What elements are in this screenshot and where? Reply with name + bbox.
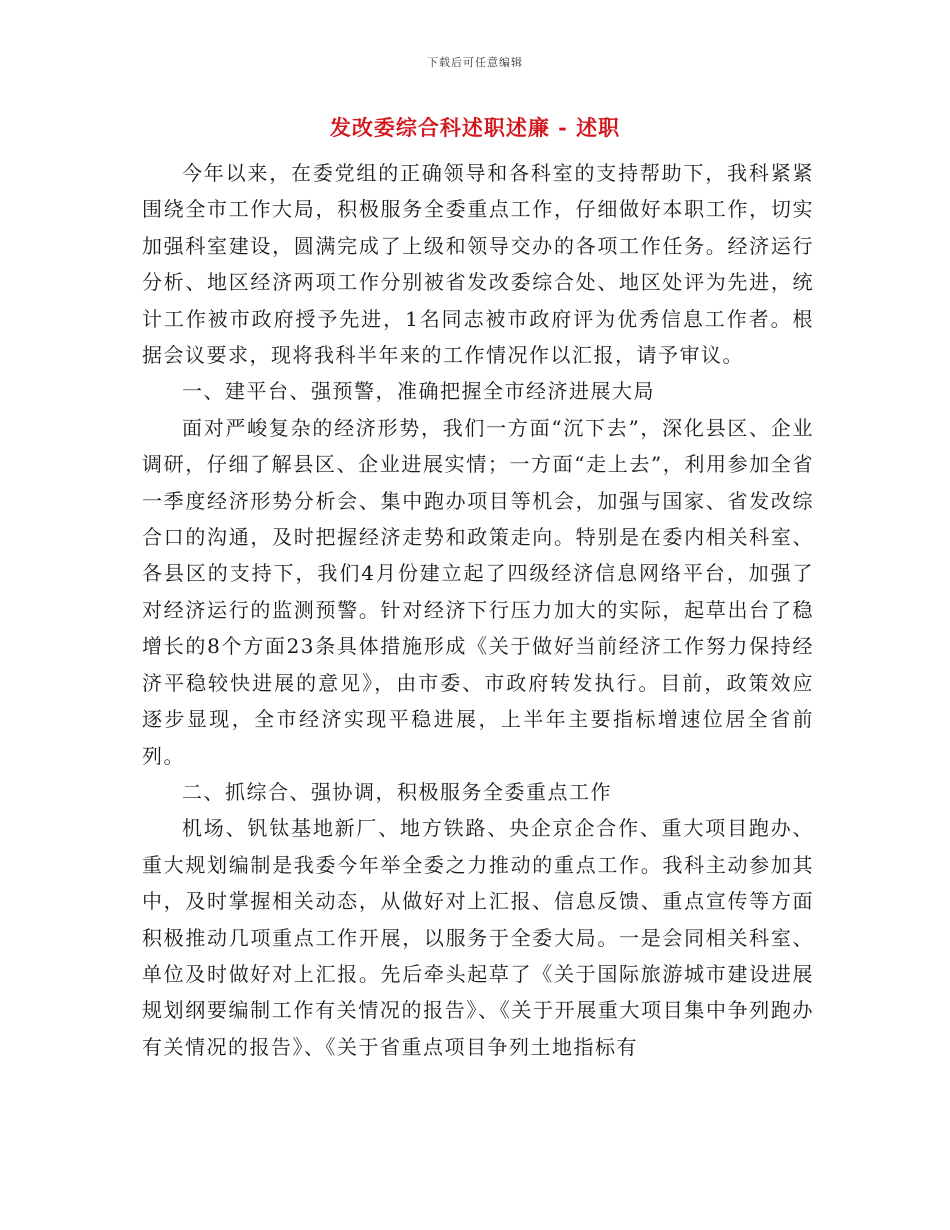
- paragraph-section-2: 机场、钒钛基地新厂、地方铁路、央企京企合作、重大项目跑办、重大规划编制是我委今年举全委之力推动的重点工作。我科主动参加其中，及时掌握相关动态，从做好对上汇报、信息反馈、重点宣传等方面积极推动几项重点工作开展，以服务于全委大局。一是会同相关科室、单位及时做好对上汇报。先后牵头起草了《关于国际旅游城市建设进展规划纲要编制工作有关情况的报告》、《关于开展重大项目集中争列跑办有关情况的报告》、《关于省重点项目争列土地指标有: [142, 816, 814, 1059]
- document-body: [142, 155, 814, 1065]
- section-heading-2: 二、抓综合、强协调，积极服务全委重点工作: [182, 779, 612, 804]
- download-note: 下载后可任意编辑: [427, 56, 523, 69]
- section-heading-1: 一、建平台、强预警，准确把握全市经济进展大局: [182, 379, 655, 404]
- paragraph-section-1: 面对严峻复杂的经济形势，我们一方面“沉下去”，深化县区、企业调研，仔细了解县区、企业进展实情；一方面“走上去”，利用参加全省一季度经济形势分析会、集中跑办项目等机会，加强与国家、省发改综合口的沟通，及时把握经济走势和政策走向。特别是在委内相关科室、各县区的支持下，我们4月份建立起了四级经济信息网络平台，加强了对经济运行的监测预警。针对经济下行压力加大的实际，起草出台了稳增长的8个方面23条具体措施形成《关于做好当前经济工作努力保持经济平稳较快进展的意见》，由市委、市政府转发执行。目前，政策效应逐步显现，全市经济实现平稳进展，上半年主要指标增速位居全省前列。: [142, 415, 814, 768]
- paragraph-intro: 今年以来，在委党组的正确领导和各科室的支持帮助下，我科紧紧围绕全市工作大局，积极服务全委重点工作，仔细做好本职工作，切实加强科室建设，圆满完成了上级和领导交办的各项工作任务。经济运行分析、地区经济两项工作分别被省发改委综合处、地区处评为先进，统计工作被市政府授予先进，1名同志被市政府评为优秀信息工作者。根据会议要求，现将我科半年来的工作情况作以汇报，请予审议。: [142, 161, 814, 368]
- document-title: 发改委综合科述职述廉 - 述职: [329, 115, 621, 140]
